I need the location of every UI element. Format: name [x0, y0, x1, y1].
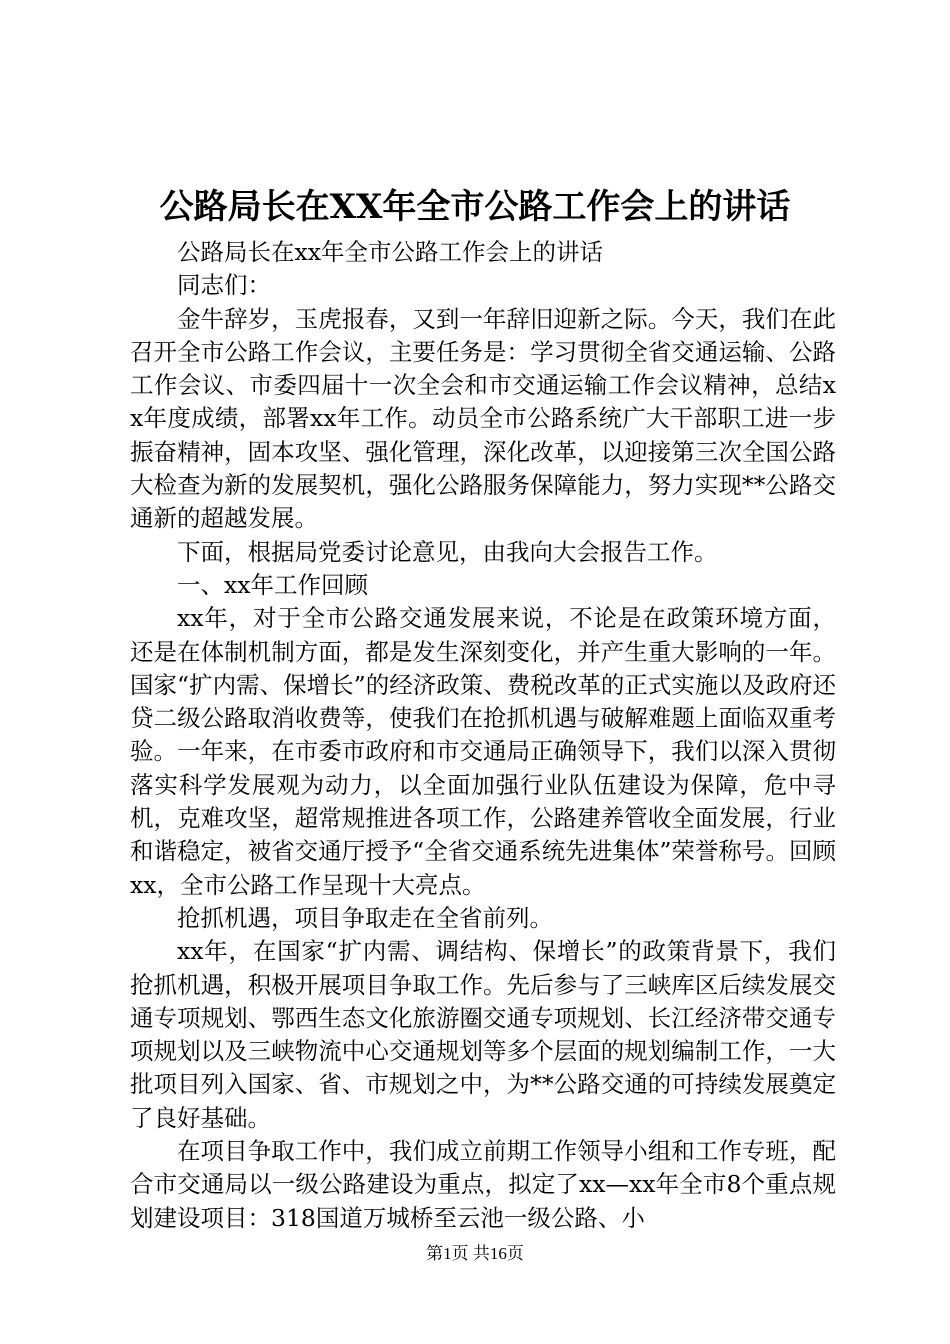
section-heading: 一、xx年工作回顾	[177, 570, 369, 599]
subsection-heading: 抢抓机遇，项目争取走在全省前列。	[177, 903, 553, 932]
salutation-paragraph: 同志们：	[177, 271, 271, 300]
page-number-footer: 第1页 共16页	[426, 1244, 524, 1263]
body-paragraph: 在项目争取工作中，我们成立前期工作领导小组和工作专班，配合市交通局以一级公路建设为重点，拟定了xx—xx年全市8个重点规划建设项目：318国道万城桥至云池一级公路、小	[130, 1137, 836, 1232]
document-title: 公路局长在XX年全市公路工作会上的讲话	[159, 187, 791, 227]
body-paragraph: 金牛辞岁，玉虎报春，又到一年辞旧迎新之际。今天，我们在此召开全市公路工作会议，主要任务是：学习贯彻全省交通运输、公路工作会议、市委四届十一次全会和市交通运输工作会议精神，总结xx年度成绩，部署xx年工作。动员全市公路系统广大干部职工进一步振奋精神，固本攻坚、强化管理，深化改革，以迎接第三次全国公路大检查为新的发展契机，强化公路服务保障能力，努力实现**公路交通新的超越发展。	[130, 304, 836, 533]
subtitle-paragraph: 公路局长在xx年全市公路工作会上的讲话	[177, 238, 604, 266]
document-body	[130, 236, 836, 1235]
body-paragraph: xx年，对于全市公路交通发展来说，不论是在政策环境方面，还是在体制机制方面，都是发生深刻变化，并产生重大影响的一年。国家“扩内需、保增长”的经济政策、费税改革的正式实施以及政府还贷二级公路取消收费等，使我们在抢抓机遇与破解难题上面临双重考验。一年来，在市委市政府和市交通局正确领导下，我们以深入贯彻落实科学发展观为动力，以全面加强行业队伍建设为保障，危中寻机，克难攻坚，超常规推进各项工作，公路建养管收全面发展，行业和谐稳定，被省交通厅授予“全省交通系统先进集体”荣誉称号。回顾xx，全市公路工作呈现十大亮点。	[130, 604, 836, 899]
body-paragraph: 下面，根据局党委讨论意见，由我向大会报告工作。	[177, 537, 718, 566]
body-paragraph: xx年，在国家“扩内需、调结构、保增长”的政策背景下，我们抢抓机遇，积极开展项目争取工作。先后参与了三峡库区后续发展交通专项规划、鄂西生态文化旅游圈交通专项规划、长江经济带交通专项规划以及三峡物流中心交通规划等多个层面的规划编制工作，一大批项目列入国家、省、市规划之中，为**公路交通的可持续发展奠定了良好基础。	[130, 937, 836, 1132]
